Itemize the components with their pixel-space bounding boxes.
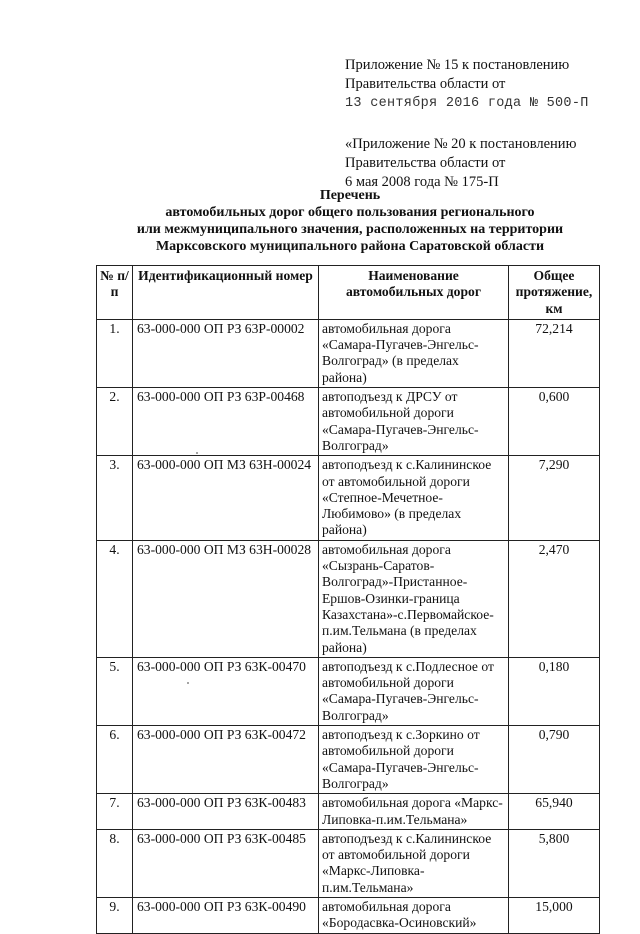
row-length: 15,000: [509, 897, 600, 933]
row-name: автомобильная дорога «Бородасвка-Осиновский»: [319, 897, 509, 933]
header-number: № п/п: [97, 266, 133, 320]
row-id: 63-000-000 ОП РЗ 63К-00470: [133, 657, 319, 725]
scan-speck: [196, 452, 198, 454]
row-name: автоподъезд к ДРСУ от автомобильной дороги «Самара-Пугачев-Энгельс-Волгоград»: [319, 388, 509, 456]
header-line-4: «Приложение № 20 к постановлению: [345, 136, 577, 152]
header-id: Идентификационный номер: [133, 266, 319, 320]
header-name: Наименование автомобильных дорог: [319, 266, 509, 320]
row-length: 0,790: [509, 726, 600, 794]
row-name: автоподъезд к с.Калининское от автомобильной дороги «Маркс-Липовка-п.им.Тельмана»: [319, 829, 509, 897]
row-length: 0,180: [509, 657, 600, 725]
title-line-4: Марксовского муниципального района Саратовской области: [155, 239, 545, 254]
row-length: 0,600: [509, 388, 600, 456]
row-name: автоподъезд к с.Зоркино от автомобильной дороги «Самара-Пугачев-Энгельс-Волгоград»: [319, 726, 509, 794]
table-row: [97, 456, 600, 540]
row-name: автоподъезд к с.Калининское от автомобильной дороги «Степное-Мечетное-Любимово» (в пределах района): [319, 456, 509, 540]
row-length: 72,214: [509, 319, 600, 387]
header-line-5: Правительства области от: [345, 155, 506, 171]
title-line-2: автомобильных дорог общего пользования регионального: [165, 205, 535, 220]
table-row: [97, 657, 600, 725]
row-number: 6.: [97, 726, 133, 794]
table-body: [97, 319, 600, 933]
row-name: автомобильная дорога «Маркс-Липовка-п.им.Тельмана»: [319, 794, 509, 830]
row-length: 65,940: [509, 794, 600, 830]
table-row: [97, 726, 600, 794]
row-id: 63-000-000 ОП РЗ 63Р-00468: [133, 388, 319, 456]
row-id: 63-000-000 ОП РЗ 63К-00490: [133, 897, 319, 933]
header-line-1: Приложение № 15 к постановлению: [345, 57, 570, 73]
table-row: [97, 897, 600, 933]
table-row: [97, 319, 600, 387]
row-id: 63-000-000 ОП МЗ 63Н-00024: [133, 456, 319, 540]
row-number: 5.: [97, 657, 133, 725]
document-header: [345, 56, 635, 192]
row-id: 63-000-000 ОП РЗ 63К-00483: [133, 794, 319, 830]
roads-table: [96, 265, 600, 934]
row-id: 63-000-000 ОП РЗ 63Р-00002: [133, 319, 319, 387]
row-number: 1.: [97, 319, 133, 387]
scan-speck: [187, 682, 189, 684]
row-number: 2.: [97, 388, 133, 456]
document-title: [100, 187, 600, 255]
table-header-row: [97, 266, 600, 320]
row-length: 7,290: [509, 456, 600, 540]
header-line-6: 6 мая 2008 года № 175-П: [345, 174, 499, 190]
row-id: 63-000-000 ОП РЗ 63К-00472: [133, 726, 319, 794]
row-id: 63-000-000 ОП РЗ 63К-00485: [133, 829, 319, 897]
row-number: 4.: [97, 540, 133, 657]
table-row: [97, 794, 600, 830]
row-number: 3.: [97, 456, 133, 540]
table-row: [97, 540, 600, 657]
row-number: 8.: [97, 829, 133, 897]
table-row: [97, 388, 600, 456]
title-line-1: Перечень: [319, 188, 381, 203]
title-line-3: или межмуниципального значения, расположенных на территории: [136, 222, 564, 237]
row-id: 63-000-000 ОП МЗ 63Н-00028: [133, 540, 319, 657]
row-name: автомобильная дорога «Самара-Пугачев-Энгельс-Волгоград» (в пределах района): [319, 319, 509, 387]
row-length: 5,800: [509, 829, 600, 897]
row-length: 2,470: [509, 540, 600, 657]
row-name: автомобильная дорога «Сызрань-Саратов-Волгоград»-Пристанное-Ершов-Озинки-граница Казахстана»-с.Первомайское-п.им.Тельмана (в пределах района): [319, 540, 509, 657]
table-row: [97, 829, 600, 897]
row-name: автоподъезд к с.Подлесное от автомобильной дороги «Самара-Пугачев-Энгельс-Волгоград»: [319, 657, 509, 725]
row-number: 7.: [97, 794, 133, 830]
row-number: 9.: [97, 897, 133, 933]
header-line-2: Правительства области от: [345, 76, 506, 92]
header-date-typed: 13 сентября 2016 года № 500-П: [345, 96, 589, 111]
header-length: Общее протяжение, км: [509, 266, 600, 320]
